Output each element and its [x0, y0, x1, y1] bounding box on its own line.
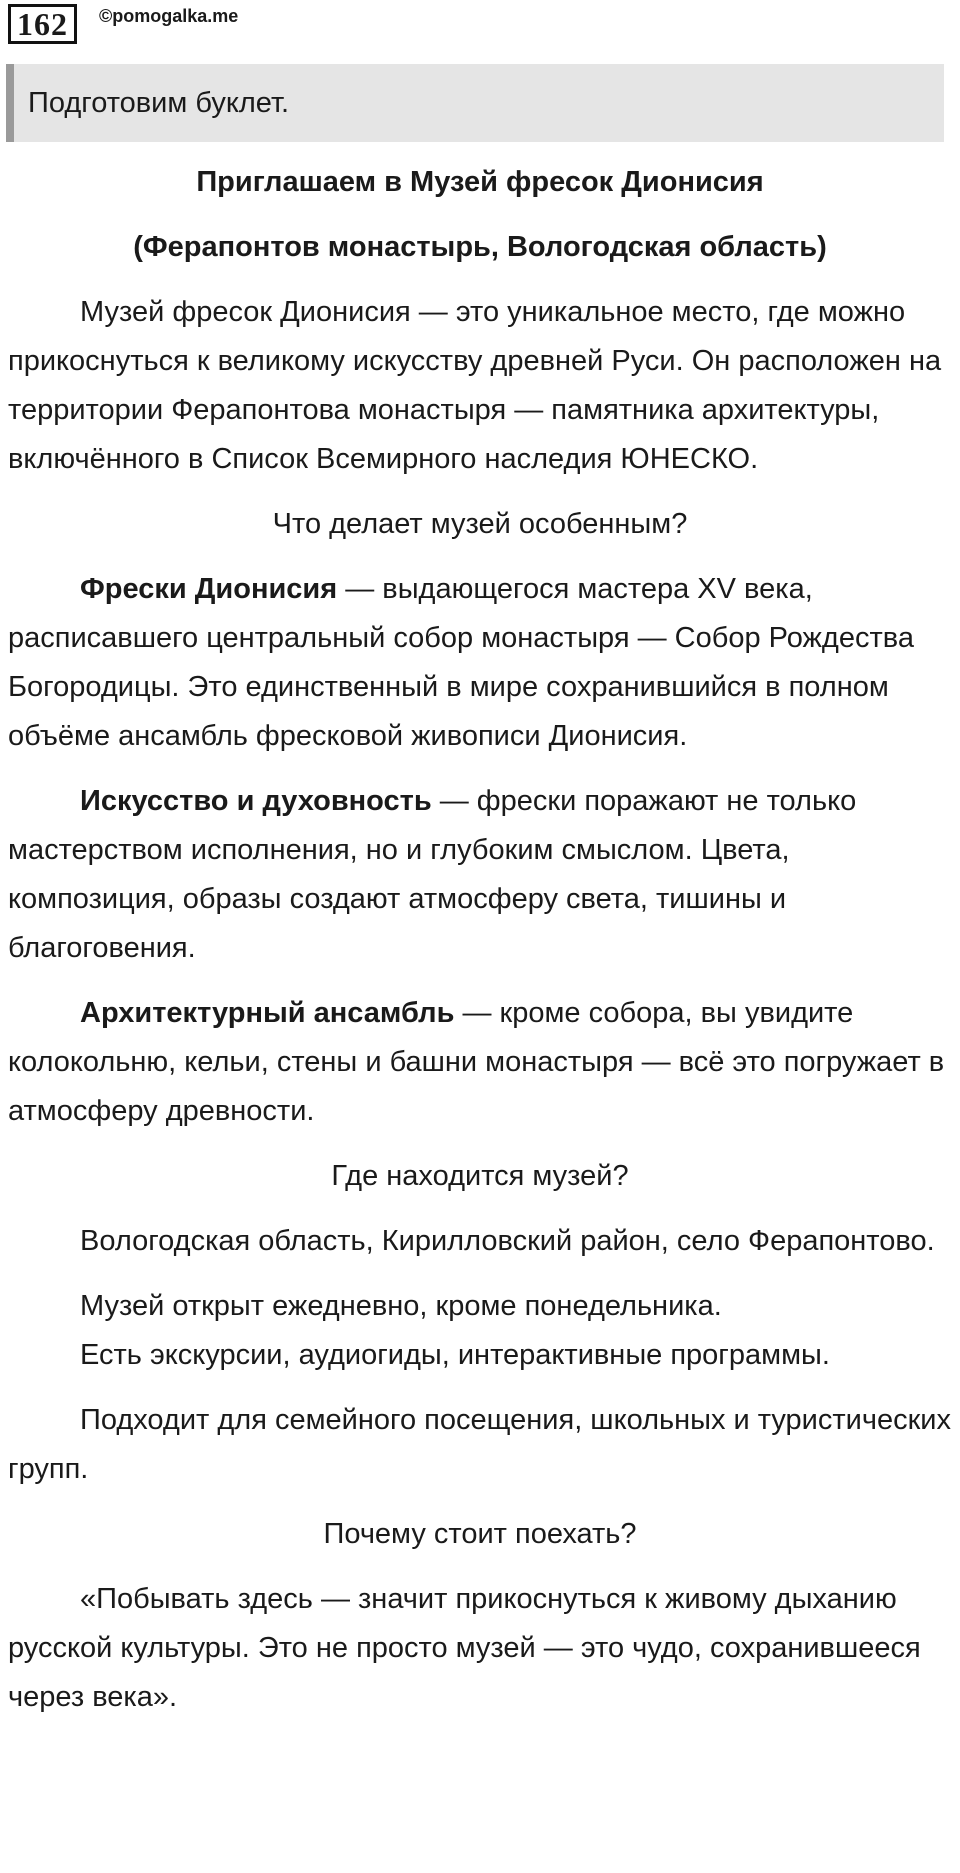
- task-statement: [6, 64, 944, 142]
- page-header: [8, 4, 238, 44]
- feature-architecture: [8, 989, 952, 1136]
- booklet-content: [8, 158, 952, 1738]
- task-text: Подготовим буклет.: [28, 86, 290, 119]
- feature-art-text: — фрески поражают не только мастерством исполнения, но и глубоким смыслом. Цвета, композиция, образы создают атмосферу света, тишины и благоговения.: [8, 785, 857, 964]
- section-heading-why: Почему стоит поехать?: [323, 1518, 637, 1550]
- hours-paragraph: Музей открыт ежедневно, кроме понедельника.: [80, 1290, 722, 1322]
- section-heading-location: Где находится музей?: [331, 1160, 629, 1192]
- section-heading-special: Что делает музей особенным?: [272, 508, 688, 540]
- feature-architecture-title: Архитектурный ансамбль: [80, 997, 455, 1029]
- audience-paragraph: Подходит для семейного посещения, школьных и туристических групп.: [8, 1404, 951, 1485]
- feature-frescoes-text: — выдающегося мастера XV века, расписавшего центральный собор монастыря — Собор Рождества Богородицы. Это единственный в мире сохранившийся в полном объёме ансамбль фресковой живописи Дионисия.: [8, 573, 914, 752]
- page-number: 162: [8, 4, 77, 44]
- booklet-title: Приглашаем в Музей фресок Дионисия: [196, 166, 764, 198]
- feature-frescoes: [8, 565, 952, 761]
- feature-art: [8, 777, 952, 973]
- watermark: ©pomogalka.me: [99, 6, 239, 26]
- booklet-subtitle: (Ферапонтов монастырь, Вологодская область): [133, 231, 827, 263]
- feature-art-title: Искусство и духовность: [80, 785, 432, 817]
- feature-architecture-text: — кроме собора, вы увидите колокольню, кельи, стены и башни монастыря — всё это погружает в атмосферу древности.: [8, 997, 945, 1127]
- quote-paragraph: «Побывать здесь — значит прикоснуться к живому дыханию русской культуры. Это не просто музей — это чудо, сохранившееся через века».: [8, 1583, 921, 1713]
- intro-paragraph: Музей фресок Дионисия — это уникальное место, где можно прикоснуться к великому искусству древней Руси. Он расположен на территории Ферапонтова монастыря — памятника архитектуры, включённого в Список Всемирного наследия ЮНЕСКО.: [8, 296, 942, 475]
- services-paragraph: Есть экскурсии, аудиогиды, интерактивные программы.: [80, 1339, 830, 1371]
- location-paragraph: Вологодская область, Кирилловский район, село Ферапонтово.: [80, 1225, 935, 1257]
- feature-frescoes-title: Фрески Дионисия: [80, 573, 338, 605]
